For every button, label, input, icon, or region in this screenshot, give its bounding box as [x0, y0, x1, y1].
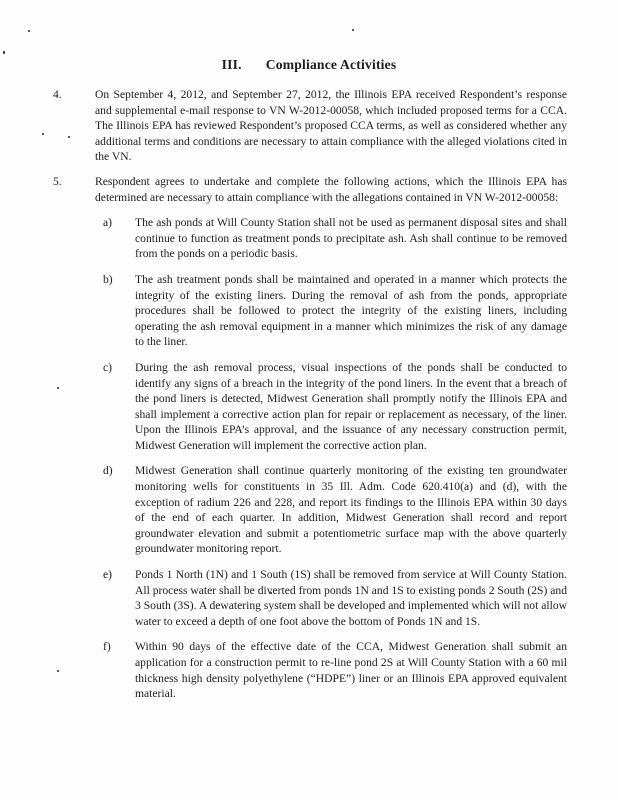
subitem-b — [103, 272, 567, 350]
section-title: Compliance Activities — [265, 57, 397, 72]
paragraph-text: During the ash removal process, visual inspections of the ponds shall be conducted to identify any signs of a breach in the integrity of the pond liners. In the event that a breach of the pond liners is detected, Midwest Generation shall promptly notify the Illinois EPA and shall implement a corrective action plan for repair or replacement as necessary, of the liner. Upon the Illinois EPA’s approval, and the issuance of any necessary construction permit, Midwest Generation will implement the corrective action plan. — [135, 360, 567, 452]
scan-speck — [3, 51, 5, 54]
subitem-letter: e) — [103, 568, 113, 582]
section-heading — [0, 57, 618, 73]
scan-speck — [42, 133, 44, 135]
subitem-letter: d) — [103, 464, 113, 478]
subitem-letter: f) — [103, 640, 111, 654]
subitem-letter: c) — [103, 360, 113, 374]
document-body — [53, 87, 567, 702]
subitem-letter: a) — [103, 216, 113, 230]
subitem-a — [103, 215, 567, 262]
paragraph-text: The ash treatment ponds shall be maintained and operated in a manner which protects the integrity of the existing liners. During the removal of ash from the ponds, appropriate procedures shall be followed to protect the integrity of the existing liners, including operating the ash removal equipment in a manner which minimizes the risk of any damage to the liner. — [135, 272, 567, 349]
scan-speck — [352, 29, 354, 31]
item-number: 4. — [53, 88, 62, 101]
subitem-list — [103, 215, 567, 702]
subitem-f — [103, 639, 567, 701]
numbered-item-5 — [53, 174, 567, 205]
subitem-d — [103, 463, 567, 557]
paragraph-text: Midwest Generation shall continue quarterly monitoring of the existing ten groundwater monitoring wells for constituents in 35 Ill. Adm. Code 620.410(a) and (d), with the exception of radium 226 and 228, and report its findings to the Illinois EPA within 30 days of the end of each quarter. In addition, Midwest Generation shall record and report groundwater elevation and submit a potentiometric surface map with the above quarterly groundwater monitoring report. — [135, 464, 567, 556]
paragraph-text: Within 90 days of the effective date of the CCA, Midwest Generation shall submit an application for a construction permit to re-line pond 2S at Will County Station with a 60 mil thickness high density polyethylene (“HDPE”) liner or an Illinois EPA approved equivalent material. — [135, 640, 567, 701]
paragraph-text: Ponds 1 North (1N) and 1 South (1S) shall be removed from service at Will County Station. All process water shall be diverted from ponds 1N and 1S to existing ponds 2 South (2S) and 3 South (3S). A dewatering system shall be developed and implemented which will not allow water to exceed a depth of one foot above the bottom of Ponds 1N and 1S. — [135, 568, 567, 628]
subitem-c — [103, 360, 567, 454]
section-number: III. — [221, 57, 242, 72]
numbered-item-4 — [53, 87, 567, 165]
item-number: 5. — [53, 174, 62, 188]
subitem-e — [103, 567, 567, 629]
paragraph-text: On September 4, 2012, and September 27, 2012, the Illinois EPA received Respondent’s response and supplemental e-mail response to VN W-2012-00058, which included proposed terms for a CCA. The Illinois EPA has reviewed Respondent’s proposed CCA terms, as well as considered whether any additional terms and conditions are necessary to attain compliance with the alleged violations cited in the VN. — [95, 88, 567, 164]
paragraph-text: The ash ponds at Will County Station shall not be used as permanent disposal sites and shall continue to function as treatment ponds to precipitate ash. Ash shall continue to be removed from the ponds on a periodic basis. — [135, 216, 567, 261]
scan-speck — [28, 30, 30, 32]
subitem-letter: b) — [103, 272, 113, 286]
paragraph-text: Respondent agrees to undertake and complete the following actions, which the Illinois EPA has determined are necessary to attain compliance with the allegations contained in VN W-2012-00058: — [95, 174, 567, 204]
